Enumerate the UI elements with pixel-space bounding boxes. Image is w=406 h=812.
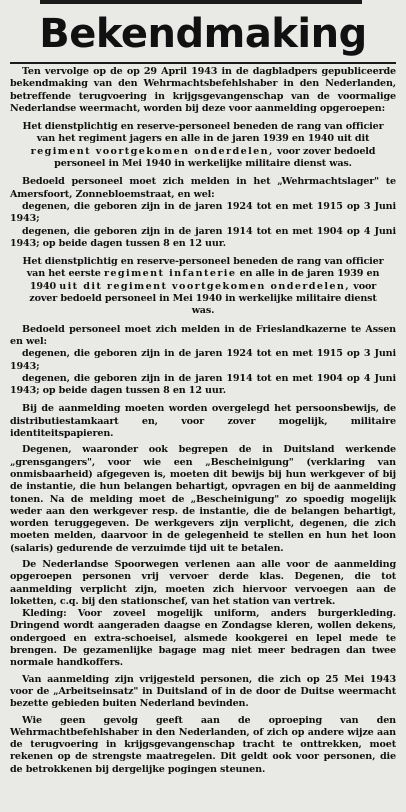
category-infanterie-text-b: en alle in de jaren 1939 en 1940 — [29, 268, 380, 292]
category-jagers-text-a: Het dienstplichtig en reserve-personeel beneden de rang van officier van het regiment jagers en alle in de jaren 1939 en 1940 uit dit — [22, 121, 384, 145]
amersfoort-date-1: degenen, die geboren zijn in de jaren 1924 tot en met 1915 op 3 Juni 1943; — [10, 200, 396, 225]
clothing-paragraph: Kleding: Voor zoveel mogelijk uniform, anders burgerkleding. Dringend wordt aangeraden daagse en Zondagse kleren, wollen dekens, ondergoed en extra-schoeisel, alsmede kookgerei en lepel mede te brengen. De gezamenlijke bagage mag niet meer bedragen dan twee normale handkoffers. — [10, 608, 396, 669]
category-jagers — [10, 121, 396, 170]
category-infanterie-units: uit dit regiment voortgekomen onderdelen, — [59, 280, 351, 292]
category-jagers-regiment: regiment voortgekomen onderdelen, — [30, 145, 274, 157]
category-jagers-text-b: voor zover bedoeld personeel in Mei 1940 in werkelijke militaire dienst was. — [54, 145, 376, 170]
headline: Bekendmaking — [39, 11, 367, 57]
exemption-paragraph: Van aanmelding zijn vrijgesteld personen, die zich op 25 Mei 1943 voor de „Arbeitseinsatz" in Duitsland of in de door de Duitse weermacht bezette gebieden buiten Nederland bevinden. — [10, 673, 396, 710]
amersfoort-date-2: degenen, die geboren zijn in de jaren 1914 tot en met 1904 op 4 Juni 1943; op beide dagen tussen 8 en 12 uur. — [10, 225, 396, 249]
category-infanterie-regiment: regiment infanterie — [103, 268, 237, 280]
amersfoort-paragraph: Bedoeld personeel moet zich melden in het „Wehrmachtslager" te Amersfoort, Zonnebloemstraat, en wel: — [10, 176, 396, 200]
announcement-body — [10, 66, 396, 776]
top-border — [40, 0, 362, 4]
grensgangers-paragraph: Degenen, waaronder ook begrepen de in Duitsland werkende „grensgangers", voor wie een „Bescheinigung" (verklaring van onmisbaarheid) afgegeven is, moeten dit bewijs bij hun werkgever of bij de instantie, die hun belangen behartigt, opvragen en bij de aanmelding tonen. Na de melding moet de „Bescheinigung" zo spoedig mogelijk weder aan den werkgever resp. de instantie, die de belangen behartigt, worden teruggegeven. De werkgevers zijn verplicht, degenen, die zich moeten melden, daarvoor in de gelegenheid te stellen en hun het loon (salaris) gedurende de verzuimde tijd uit te betalen. — [10, 444, 396, 554]
headline-rule — [10, 62, 396, 64]
warning-paragraph: Wie geen gevolg geeft aan de oproeping van den Wehrmachtbefehlshaber in den Nederlanden, of zich op andere wijze aan de terugvoering in krijgsgevangenschap tracht te onttrekken, moet rekenen op de strengste maatregelen. Dit geldt ook voor personen, die de betrokkenen bij dergelijke pogingen steunen. — [10, 714, 396, 775]
category-infanterie-text-c: voor zover bedoeld personeel in Mei 1940 in werkelijke militaire dienst was. — [29, 280, 377, 317]
intro-paragraph: Ten vervolge op de op 29 April 1943 in de dagbladpers gepubliceerde bekendmaking van den Wehrmachtsbefehlshaber in den Nederlanden, betreffende terugvoering in krijgsgevangenschap van de voormalige Nederlandse weermacht, worden bij deze voor aanmelding opgeroepen: — [10, 66, 396, 114]
documents-paragraph: Bij de aanmelding moeten worden overgelegd het persoonsbewijs, de distributiestamkaart en, voor zover mogelijk, militaire identiteitspapieren. — [10, 403, 396, 440]
assen-date-2: degenen, die geboren zijn in de jaren 1914 tot en met 1904 op 4 Juni 1943; op beide dagen tussen 8 en 12 uur. — [10, 372, 396, 397]
category-infanterie — [10, 256, 396, 317]
assen-date-1: degenen, die geboren zijn in de jaren 1924 tot en met 1915 op 3 Juni 1943; — [10, 348, 396, 372]
railways-paragraph: De Nederlandse Spoorwegen verlenen aan alle voor de aanmelding opgeroepen personen vrij vervoer derde klas. Degenen, die tot aanmelding verplicht zijn, moeten zich hiervoor vervoegen aan de loketten, c.q. bij den stationschef, van het station van vertrek. — [10, 558, 396, 607]
category-infanterie-text-a: Het dienstplichtig en reserve-personeel beneden de rang van officier van het eerste — [22, 256, 384, 280]
assen-paragraph: Bedoeld personeel moet zich melden in de Frieslandkazerne te Assen en wel: — [10, 323, 396, 347]
